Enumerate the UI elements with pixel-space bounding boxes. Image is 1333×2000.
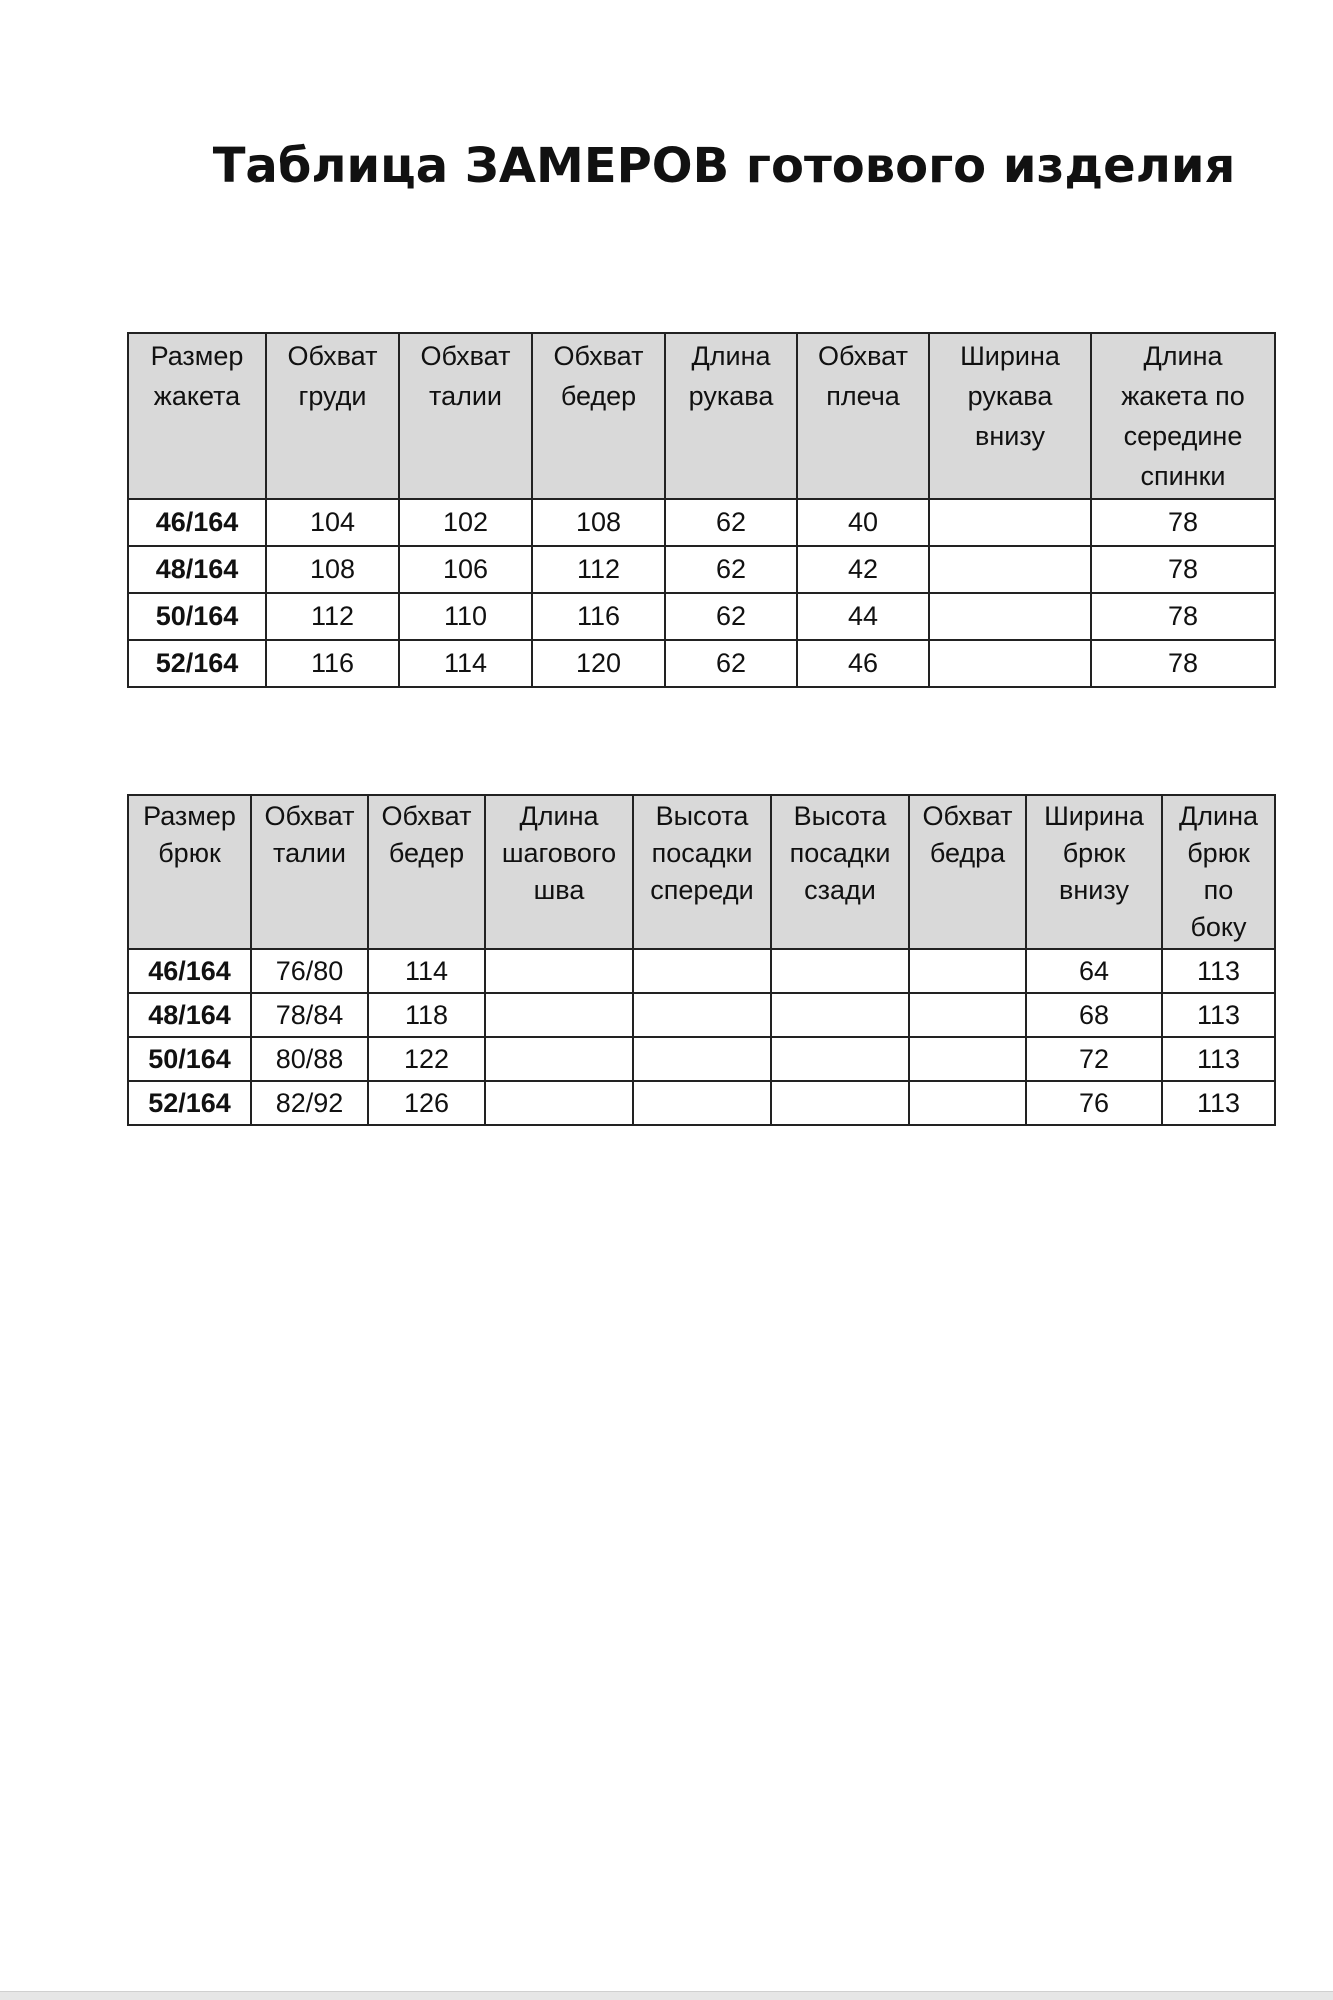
column-header-line: Ширина <box>1044 801 1144 831</box>
page-title: Таблица ЗАМЕРОВ готового изделия <box>212 138 1236 194</box>
table-cell: 40 <box>797 499 929 546</box>
pants-table-body <box>128 949 1275 1125</box>
column-header-line: жакета по <box>1121 381 1245 411</box>
table-cell: 62 <box>665 640 797 687</box>
column-header <box>771 795 909 949</box>
table-cell: 62 <box>665 499 797 546</box>
table-cell: 113 <box>1162 993 1275 1037</box>
column-header-line: Обхват <box>818 341 908 371</box>
column-header <box>368 795 485 949</box>
column-header <box>1162 795 1275 949</box>
pants-measurements-table <box>127 794 1276 1126</box>
table-cell: 110 <box>399 593 532 640</box>
size-cell: 46/164 <box>128 499 266 546</box>
table-cell: 78 <box>1091 499 1275 546</box>
column-header <box>251 795 368 949</box>
table-cell <box>633 993 771 1037</box>
column-header-line: спереди <box>650 875 754 905</box>
column-header-line: середине <box>1123 421 1243 451</box>
table-cell: 113 <box>1162 1037 1275 1081</box>
table-cell: 118 <box>368 993 485 1037</box>
column-header-line: брюк <box>1187 838 1250 868</box>
table-cell: 46 <box>797 640 929 687</box>
jacket-table-header <box>128 333 1275 499</box>
table-row <box>128 1081 1275 1125</box>
table-cell: 113 <box>1162 1081 1275 1125</box>
column-header <box>929 333 1091 499</box>
table-row <box>128 949 1275 993</box>
table-cell: 78 <box>1091 640 1275 687</box>
table-cell <box>909 1081 1026 1125</box>
table-cell <box>909 1037 1026 1081</box>
column-header <box>266 333 399 499</box>
column-header-line: груди <box>298 381 367 411</box>
column-header-line: Обхват <box>264 801 355 831</box>
table-cell: 106 <box>399 546 532 593</box>
column-header <box>665 333 797 499</box>
column-header <box>909 795 1026 949</box>
pants-table-header <box>128 795 1275 949</box>
table-cell: 122 <box>368 1037 485 1081</box>
table-cell <box>485 1081 633 1125</box>
table-cell: 116 <box>266 640 399 687</box>
column-header <box>532 333 665 499</box>
column-header-line: бедер <box>560 381 637 411</box>
column-header-line: спинки <box>1140 461 1226 491</box>
column-header-line: Высота <box>655 801 749 831</box>
table-cell: 126 <box>368 1081 485 1125</box>
column-header <box>485 795 633 949</box>
table-cell: 78/84 <box>251 993 368 1037</box>
column-header-line: плеча <box>826 381 900 411</box>
column-header-line: боку <box>1190 912 1247 942</box>
jacket-measurements-table <box>127 332 1276 688</box>
column-header-line: посадки <box>651 838 753 868</box>
column-header-line: бедра <box>929 838 1006 868</box>
table-cell <box>929 499 1091 546</box>
column-header-line: Высота <box>793 801 887 831</box>
column-header-line: Обхват <box>420 341 511 371</box>
table-cell: 78 <box>1091 546 1275 593</box>
table-header-row <box>128 333 1275 499</box>
table-cell <box>633 949 771 993</box>
table-row <box>128 499 1275 546</box>
size-cell: 50/164 <box>128 593 266 640</box>
table-cell <box>929 546 1091 593</box>
column-header-line: шва <box>533 875 585 905</box>
table-cell: 82/92 <box>251 1081 368 1125</box>
column-header-line: внизу <box>1059 875 1129 905</box>
table-cell <box>771 1037 909 1081</box>
column-header <box>399 333 532 499</box>
column-header-line: Длина <box>1178 801 1259 831</box>
table-cell: 113 <box>1162 949 1275 993</box>
column-header-line: Длина <box>519 801 599 831</box>
table-cell: 108 <box>266 546 399 593</box>
column-header-line: Размер <box>150 341 244 371</box>
table-cell <box>771 1081 909 1125</box>
table-cell: 80/88 <box>251 1037 368 1081</box>
table-cell: 76/80 <box>251 949 368 993</box>
table-cell: 104 <box>266 499 399 546</box>
table-header-row <box>128 795 1275 949</box>
table-cell: 120 <box>532 640 665 687</box>
table-cell <box>929 640 1091 687</box>
column-header-line: талии <box>273 838 346 868</box>
table-cell <box>909 993 1026 1037</box>
column-header-line: рукава <box>967 381 1053 411</box>
column-header-line: Ширина <box>960 341 1060 371</box>
column-header-line: шагового <box>501 838 617 868</box>
column-header-line: брюк <box>1062 838 1126 868</box>
size-cell: 52/164 <box>128 1081 251 1125</box>
column-header <box>633 795 771 949</box>
column-header-line: Размер <box>143 801 236 831</box>
column-header-line: Обхват <box>922 801 1013 831</box>
table-cell: 112 <box>532 546 665 593</box>
column-header-line: Длина <box>691 341 771 371</box>
column-header-line: талии <box>429 381 502 411</box>
table-cell: 108 <box>532 499 665 546</box>
table-cell: 102 <box>399 499 532 546</box>
table-cell: 116 <box>532 593 665 640</box>
column-header <box>1091 333 1275 499</box>
column-header <box>1026 795 1162 949</box>
table-cell: 72 <box>1026 1037 1162 1081</box>
table-row <box>128 993 1275 1037</box>
table-cell: 78 <box>1091 593 1275 640</box>
table-cell: 44 <box>797 593 929 640</box>
size-cell: 52/164 <box>128 640 266 687</box>
table-cell: 42 <box>797 546 929 593</box>
size-cell: 50/164 <box>128 1037 251 1081</box>
size-cell: 48/164 <box>128 993 251 1037</box>
column-header-line: жакета <box>153 381 241 411</box>
column-header <box>128 333 266 499</box>
table-row <box>128 593 1275 640</box>
table-row <box>128 546 1275 593</box>
table-cell <box>771 949 909 993</box>
table-cell: 76 <box>1026 1081 1162 1125</box>
size-cell: 48/164 <box>128 546 266 593</box>
table-row <box>128 640 1275 687</box>
table-cell: 114 <box>368 949 485 993</box>
table-cell <box>633 1081 771 1125</box>
page-bottom-edge <box>0 1991 1333 2000</box>
table-cell <box>485 949 633 993</box>
jacket-table-body <box>128 499 1275 687</box>
column-header-line: Обхват <box>287 341 378 371</box>
table-cell <box>771 993 909 1037</box>
column-header-line: Длина <box>1143 341 1223 371</box>
table-cell <box>485 993 633 1037</box>
column-header <box>797 333 929 499</box>
table-cell: 112 <box>266 593 399 640</box>
column-header-line: по <box>1203 875 1234 905</box>
table-cell <box>929 593 1091 640</box>
column-header <box>128 795 251 949</box>
column-header-line: бедер <box>388 838 465 868</box>
column-header-line: посадки <box>789 838 891 868</box>
table-cell: 114 <box>399 640 532 687</box>
table-cell: 62 <box>665 546 797 593</box>
size-cell: 46/164 <box>128 949 251 993</box>
column-header-line: брюк <box>158 838 221 868</box>
table-cell: 62 <box>665 593 797 640</box>
table-cell <box>485 1037 633 1081</box>
column-header-line: сзади <box>804 875 876 905</box>
table-cell: 68 <box>1026 993 1162 1037</box>
table-cell <box>633 1037 771 1081</box>
table-cell <box>909 949 1026 993</box>
column-header-line: Обхват <box>381 801 472 831</box>
table-row <box>128 1037 1275 1081</box>
column-header-line: рукава <box>688 381 774 411</box>
column-header-line: Обхват <box>553 341 644 371</box>
column-header-line: внизу <box>975 421 1045 451</box>
table-cell: 64 <box>1026 949 1162 993</box>
